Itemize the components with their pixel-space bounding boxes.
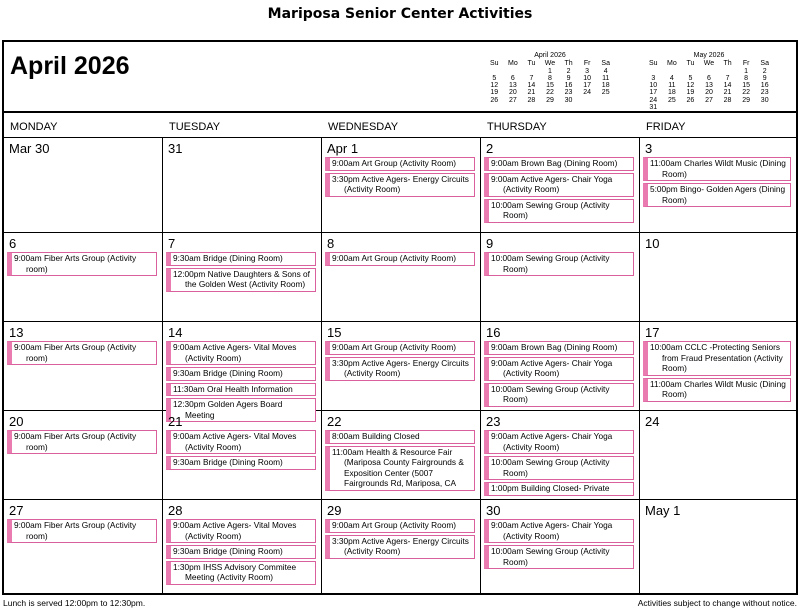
mini-calendar-weekday: Th	[564, 60, 573, 68]
mini-calendar-weekday: Th	[723, 60, 732, 68]
day-cell[interactable]	[322, 500, 481, 593]
day-number: 14	[168, 325, 183, 340]
mini-calendar-day: 23	[564, 89, 573, 97]
event-label: 9:00am Fiber Arts Group (Activity room)	[14, 342, 137, 363]
mini-calendar-day: 19	[490, 89, 499, 97]
calendar-event[interactable]	[484, 157, 634, 171]
day-cell[interactable]	[481, 500, 640, 593]
event-list	[643, 341, 791, 404]
mini-calendar-title: May 2026	[693, 52, 725, 59]
event-label: 11:00am Health & Resource Fair (Mariposa County Fairgrounds & Exposition Center (5007 Fairgrounds Rd, Mariposa, CA	[332, 446, 464, 488]
day-cell[interactable]	[481, 322, 640, 411]
day-cell[interactable]	[322, 411, 481, 500]
mini-calendar-day: 30	[760, 96, 769, 104]
event-label: 9:00am Active Agers- Chair Yoga (Activity Room)	[491, 357, 613, 378]
mini-calendar-day: 24	[583, 89, 592, 97]
footer-lunch-note: Lunch is served 12:00pm to 12:30pm.	[3, 598, 146, 608]
day-number: 28	[168, 503, 183, 518]
event-label: 9:00am Art Group (Activity Room)	[332, 158, 457, 168]
event-label: 9:00am Art Group (Activity Room)	[332, 520, 457, 530]
mini-calendar-day: 19	[686, 89, 695, 97]
calendar-event[interactable]	[325, 357, 475, 381]
month-header	[4, 42, 796, 113]
event-list	[325, 252, 475, 268]
mini-calendar-day	[596, 97, 615, 104]
day-cell[interactable]	[4, 500, 163, 593]
mini-calendar-grid	[644, 60, 774, 111]
mini-calendar-may	[644, 52, 774, 111]
mini-calendar-day: 27	[705, 96, 713, 104]
day-number: 22	[327, 414, 342, 429]
mini-calendar-day: 14	[723, 82, 732, 90]
calendar-event[interactable]	[166, 367, 316, 381]
mini-calendar-weekday: We	[544, 60, 556, 68]
event-label: 9:00am Active Agers- Vital Moves (Activity Room)	[173, 431, 297, 452]
day-cell[interactable]	[322, 233, 481, 322]
day-number: Apr 1	[327, 141, 359, 156]
mini-calendar-day: 9	[762, 74, 767, 82]
mini-calendar-day: 15	[546, 82, 554, 90]
mini-calendar-day: 13	[508, 82, 517, 90]
mini-calendar-day: 25	[601, 89, 610, 97]
event-label: 10:00am Sewing Group (Activity Room)	[491, 253, 610, 274]
day-number: 3	[645, 141, 653, 156]
mini-calendar-title: April 2026	[534, 52, 566, 59]
calendar-event[interactable]	[166, 383, 316, 397]
calendar-event[interactable]	[484, 456, 634, 480]
event-list	[484, 252, 634, 278]
mini-calendar-day: 10	[583, 74, 592, 82]
mini-calendar-day: 10	[649, 82, 658, 90]
mini-calendar-day: 3	[585, 67, 590, 75]
event-label: 3:30pm Active Agers- Energy Circuits (Activity Room)	[332, 173, 469, 194]
day-number: 23	[486, 414, 501, 429]
day-cell[interactable]	[640, 138, 796, 233]
calendar-event[interactable]	[484, 383, 634, 407]
day-number: 17	[645, 325, 660, 340]
event-label: 10:00am CCLC -Protecting Seniors from Fraud Presentation (Activity Room)	[650, 342, 783, 373]
mini-calendar-day: 29	[742, 96, 751, 104]
mini-calendar-day: 4	[603, 67, 608, 75]
event-label: 9:00am Art Group (Activity Room)	[332, 342, 457, 352]
event-label: 9:00am Active Agers- Chair Yoga (Activity Room)	[491, 520, 613, 541]
calendar-event[interactable]	[166, 252, 316, 266]
calendar-event[interactable]	[325, 341, 475, 355]
event-label: 9:00am Brown Bag (Dining Room)	[491, 158, 618, 168]
mini-calendar-day: 12	[490, 82, 499, 90]
day-cell[interactable]	[640, 500, 796, 593]
mini-calendar-day: 17	[649, 89, 658, 97]
mini-calendar-day: 6	[510, 74, 515, 82]
event-list	[325, 519, 475, 561]
mini-calendar-day	[644, 68, 663, 75]
mini-calendar-day: 3	[651, 74, 656, 82]
mini-calendar-day	[681, 104, 700, 111]
mini-calendar-day: 6	[707, 74, 711, 82]
event-label: 9:00am Brown Bag (Dining Room)	[491, 342, 618, 352]
day-number: May 1	[645, 503, 681, 518]
mini-calendar-day: 20	[508, 89, 517, 97]
mini-calendar-day: 17	[583, 82, 592, 90]
mini-calendar-weekday: Tu	[686, 60, 695, 68]
day-cell[interactable]	[322, 138, 481, 233]
day-cell[interactable]	[4, 322, 163, 411]
mini-calendar-day	[718, 104, 737, 111]
mini-calendar-weekday: Mo	[666, 60, 677, 68]
day-cell[interactable]	[4, 411, 163, 500]
event-label: 12:00pm Native Daughters & Sons of the Golden West (Activity Room)	[173, 268, 310, 289]
mini-calendar-day: 9	[566, 74, 571, 82]
mini-calendar-day: 5	[492, 74, 497, 82]
mini-calendar-day	[718, 68, 737, 75]
calendar-event[interactable]	[325, 252, 475, 266]
calendar-event[interactable]	[325, 173, 475, 197]
event-list	[484, 157, 634, 225]
calendar-event[interactable]	[166, 545, 316, 559]
mini-calendar-day: 2	[566, 67, 571, 75]
event-label: 3:30pm Active Agers- Energy Circuits (Activity Room)	[332, 535, 469, 556]
mini-calendar-day: 15	[742, 82, 751, 90]
mini-calendar-day	[737, 104, 756, 111]
event-list	[325, 341, 475, 383]
event-label: 9:00am Active Agers- Vital Moves (Activity Room)	[173, 520, 297, 541]
event-label: 3:30pm Active Agers- Energy Circuits (Activity Room)	[332, 357, 469, 378]
mini-calendar-day: 24	[649, 96, 658, 104]
weekday-header-friday: FRIDAY	[646, 121, 686, 133]
day-number: 15	[327, 325, 342, 340]
calendar-event[interactable]	[484, 545, 634, 569]
mini-calendar-weekday: Su	[490, 60, 499, 68]
event-label: 8:00am Building Closed	[332, 431, 420, 441]
day-number: 21	[168, 414, 183, 429]
calendar-event[interactable]	[325, 535, 475, 559]
calendar-event[interactable]	[643, 183, 791, 207]
mini-calendar-day: 29	[546, 96, 554, 104]
mini-calendar-day: 8	[744, 74, 749, 82]
month-title: April 2026	[10, 52, 130, 80]
calendar-event[interactable]	[484, 341, 634, 355]
calendar-event[interactable]	[484, 173, 634, 197]
weekday-header-thursday: THURSDAY	[487, 121, 547, 133]
day-cell[interactable]	[640, 322, 796, 411]
mini-calendar-weekday: Sa	[760, 60, 769, 68]
calendar-event[interactable]	[484, 252, 634, 276]
mini-calendar-weekday: Sa	[601, 60, 610, 68]
calendar-event[interactable]	[484, 430, 634, 454]
mini-calendar-day: 16	[760, 82, 769, 90]
day-cell[interactable]	[481, 411, 640, 500]
mini-calendar-day	[700, 104, 719, 111]
mini-calendar-day: 18	[667, 89, 676, 97]
day-cell[interactable]	[481, 233, 640, 322]
day-cell[interactable]	[4, 138, 163, 233]
mini-calendar-day: 1	[744, 67, 749, 75]
mini-calendar-day	[578, 97, 597, 104]
day-cell[interactable]	[4, 233, 163, 322]
event-label: 11:00am Charles Wildt Music (Dining Room)	[650, 378, 786, 399]
mini-calendar-day: 31	[649, 104, 658, 112]
weekday-header-monday: MONDAY	[10, 121, 58, 133]
calendar-event[interactable]	[166, 519, 316, 543]
event-label: 11:30am Oral Health Information	[173, 383, 293, 394]
mini-calendar-day: 28	[527, 96, 536, 104]
mini-calendar-day	[755, 104, 774, 111]
mini-calendar-day: 18	[601, 82, 610, 90]
day-number: Mar 30	[9, 141, 50, 156]
mini-calendar-weekday: Fr	[742, 60, 750, 68]
mini-calendar-day	[663, 68, 682, 75]
mini-calendar-day	[522, 68, 541, 75]
mini-calendar-day: 21	[723, 89, 732, 97]
mini-calendar-day: 20	[705, 89, 713, 97]
mini-calendar-weekday: Su	[649, 60, 658, 68]
mini-calendar-day: 11	[668, 82, 676, 90]
page-title: Mariposa Senior Center Activities	[267, 6, 533, 22]
mini-calendar-day: 25	[667, 96, 676, 104]
day-cell[interactable]	[322, 322, 481, 411]
weekday-header-tuesday: TUESDAY	[169, 121, 221, 133]
event-label: 9:00am Fiber Arts Group (Activity room)	[14, 520, 137, 541]
event-label: 12:30pm Golden Agers Board Meeting	[173, 399, 283, 420]
mini-calendar-day: 22	[742, 89, 751, 97]
event-label: 9:30am Bridge (Dining Room)	[173, 457, 283, 467]
calendar-event[interactable]	[643, 341, 791, 376]
weekday-header-row	[4, 115, 796, 138]
event-label: 9:30am Bridge (Dining Room)	[173, 253, 283, 263]
mini-calendar-day: 26	[686, 96, 695, 104]
mini-calendar-day: 1	[548, 67, 552, 75]
day-number: 6	[9, 236, 17, 251]
calendar-event[interactable]	[643, 157, 791, 181]
day-cell[interactable]	[163, 322, 322, 420]
mini-calendar-day: 14	[527, 82, 536, 90]
calendar-event[interactable]	[166, 341, 316, 365]
event-list	[484, 341, 634, 409]
event-list	[325, 430, 475, 493]
event-label: 10:00am Sewing Group (Activity Room)	[491, 383, 610, 404]
event-list	[325, 157, 475, 199]
calendar-frame	[2, 40, 798, 595]
day-cell[interactable]	[163, 500, 322, 593]
event-label: 1:00pm Building Closed- Private	[491, 483, 610, 493]
day-cell[interactable]	[481, 138, 640, 233]
calendar-event[interactable]	[325, 446, 475, 491]
mini-calendar-day: 12	[686, 82, 695, 90]
day-cell[interactable]	[640, 411, 796, 500]
event-label: 9:00am Art Group (Activity Room)	[332, 253, 457, 263]
day-number: 31	[168, 141, 183, 156]
event-label: 9:00am Active Agers- Chair Yoga (Activity Room)	[491, 431, 613, 452]
day-number: 7	[168, 236, 176, 251]
mini-calendar-day: 7	[725, 74, 730, 82]
mini-calendar-day: 23	[760, 89, 769, 97]
event-list	[643, 157, 791, 209]
mini-calendar-day: 5	[688, 74, 693, 82]
day-cell[interactable]	[163, 138, 322, 233]
mini-calendar-day: 28	[723, 96, 732, 104]
calendar-event[interactable]	[484, 519, 634, 543]
mini-calendar-day	[700, 68, 719, 75]
calendar-event[interactable]	[7, 519, 157, 543]
mini-calendar-day: 2	[762, 67, 767, 75]
event-label: 10:00am Sewing Group (Activity Room)	[491, 457, 610, 478]
calendar-event[interactable]	[166, 561, 316, 585]
calendar-event[interactable]	[484, 357, 634, 381]
mini-calendar-weekday: Fr	[583, 60, 591, 68]
calendar-event[interactable]	[325, 519, 475, 533]
event-list	[484, 430, 634, 498]
calendar-grid	[4, 138, 796, 593]
mini-calendar-day: 21	[527, 89, 536, 97]
day-cell[interactable]	[163, 411, 322, 500]
day-number: 29	[327, 503, 342, 518]
event-list	[7, 252, 157, 278]
event-label: 9:00am Fiber Arts Group (Activity room)	[14, 431, 137, 452]
event-label: 9:30am Bridge (Dining Room)	[173, 368, 283, 378]
day-number: 24	[645, 414, 660, 429]
event-label: 9:00am Active Agers- Vital Moves (Activity Room)	[173, 342, 297, 363]
day-number: 16	[486, 325, 501, 340]
event-label: 5:00pm Bingo- Golden Agers (Dining Room)	[650, 184, 786, 205]
day-number: 13	[9, 325, 24, 340]
calendar-event[interactable]	[484, 199, 634, 223]
event-list	[166, 430, 316, 472]
event-list	[7, 341, 157, 367]
mini-calendar-day	[681, 68, 700, 75]
mini-calendar-april	[485, 52, 615, 104]
mini-calendar-day: 11	[602, 74, 610, 82]
calendar-event[interactable]	[7, 430, 157, 454]
day-number: 8	[327, 236, 335, 251]
mini-calendar-day: 8	[548, 74, 552, 82]
mini-calendar-day: 13	[705, 82, 713, 90]
mini-calendar-day: 26	[490, 96, 499, 104]
calendar-event[interactable]	[7, 252, 157, 276]
calendar-event[interactable]	[166, 268, 316, 292]
day-number: 20	[9, 414, 24, 429]
mini-calendar-day: 16	[564, 82, 573, 90]
calendar-event[interactable]	[166, 430, 316, 454]
calendar-event[interactable]	[643, 378, 791, 402]
mini-calendar-weekday: Mo	[507, 60, 518, 68]
mini-calendar-day: 7	[529, 74, 534, 82]
day-number: 27	[9, 503, 24, 518]
event-label: 9:00am Fiber Arts Group (Activity room)	[14, 253, 137, 274]
event-list	[166, 252, 316, 294]
calendar-event[interactable]	[325, 157, 475, 171]
calendar-event[interactable]	[325, 430, 475, 444]
day-number: 10	[645, 236, 660, 251]
event-list	[7, 430, 157, 456]
mini-calendar-weekday: We	[703, 60, 715, 68]
event-label: 11:00am Charles Wildt Music (Dining Room)	[650, 158, 786, 179]
event-list	[7, 519, 157, 545]
mini-calendar-grid	[485, 60, 615, 104]
mini-calendar-day	[485, 68, 504, 75]
event-list	[484, 519, 634, 571]
event-label: 10:00am Sewing Group (Activity Room)	[491, 546, 610, 567]
mini-calendar-day: 27	[508, 96, 517, 104]
mini-calendar-day: 22	[546, 89, 554, 97]
day-cell[interactable]	[640, 233, 796, 322]
calendar-event[interactable]	[484, 482, 634, 496]
event-label: 9:30am Bridge (Dining Room)	[173, 546, 283, 556]
mini-calendar-weekday: Tu	[527, 60, 536, 68]
footer-disclaimer: Activities subject to change without notice.	[637, 598, 797, 608]
mini-calendar-day: 4	[669, 74, 674, 82]
mini-calendar-day	[504, 68, 523, 75]
mini-calendar-day: 30	[564, 96, 573, 104]
day-number: 9	[486, 236, 494, 251]
day-number: 2	[486, 141, 494, 156]
event-label: 9:00am Active Agers- Chair Yoga (Activity Room)	[491, 173, 613, 194]
calendar-event[interactable]	[166, 456, 316, 470]
weekday-header-wednesday: WEDNESDAY	[328, 121, 399, 133]
day-cell[interactable]	[163, 233, 322, 322]
event-label: 1:30pm IHSS Advisory Commitee Meeting (Activity Room)	[173, 561, 297, 582]
event-list	[166, 519, 316, 587]
day-number: 30	[486, 503, 501, 518]
mini-calendar-day	[663, 104, 682, 111]
calendar-event[interactable]	[7, 341, 157, 365]
event-label: 10:00am Sewing Group (Activity Room)	[491, 199, 610, 220]
